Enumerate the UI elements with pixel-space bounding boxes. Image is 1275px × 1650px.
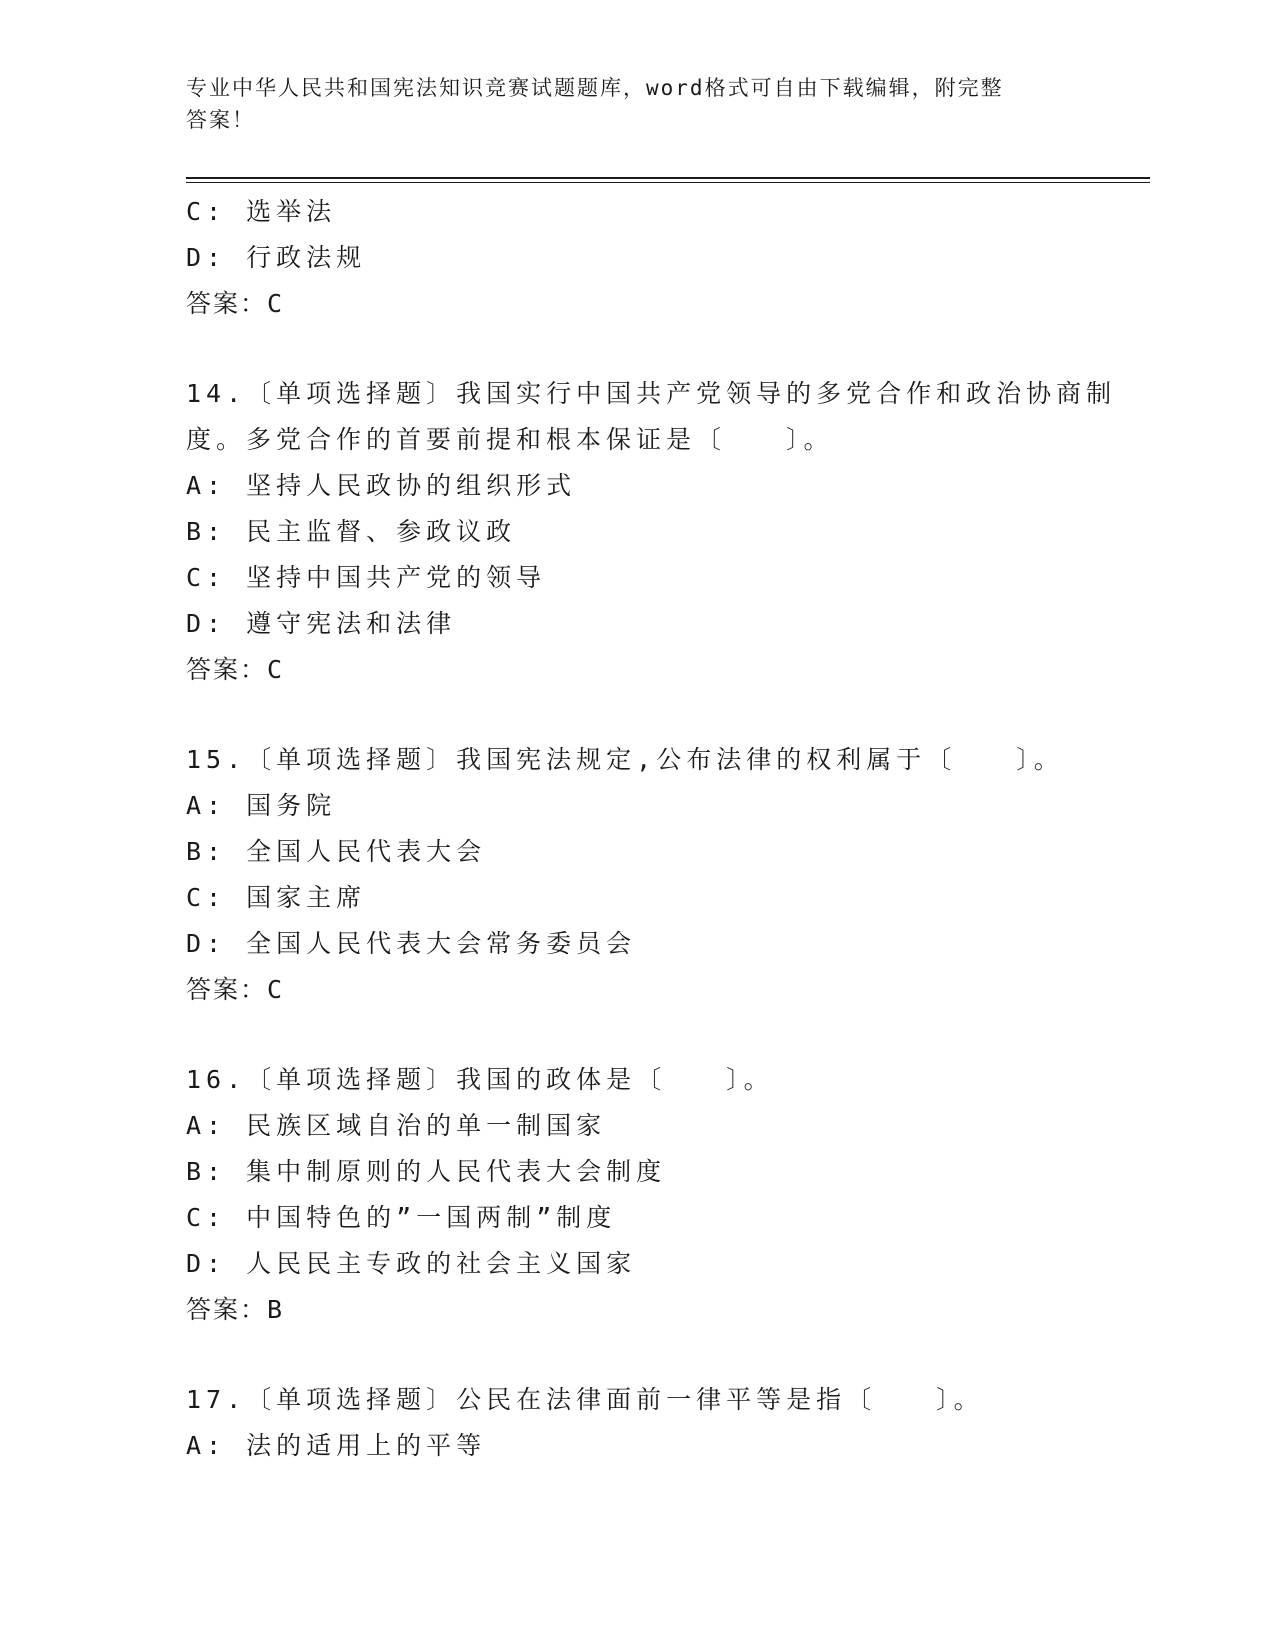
answer-line <box>186 1287 1126 1333</box>
question-stem-line: 16.〔单项选择题〕我国的政体是〔 〕。 <box>186 1065 774 1094</box>
answer-line <box>186 967 1126 1013</box>
question-gap <box>186 693 1126 737</box>
option-b: B: 全国人民代表大会 <box>186 837 487 866</box>
answer-label: 答案： <box>186 975 268 1004</box>
header-divider-thin <box>186 182 1150 183</box>
answer-label: 答案： <box>186 1295 268 1324</box>
question-13-continuation <box>186 189 1126 327</box>
option-b: B: 集中制原则的人民代表大会制度 <box>186 1157 667 1186</box>
option-c: C: 国家主席 <box>186 883 367 912</box>
option-d: D: 行政法规 <box>186 243 367 272</box>
option-d: D: 人民民主专政的社会主义国家 <box>186 1249 637 1278</box>
question-17 <box>186 1377 1126 1469</box>
option-d: D: 遵守宪法和法律 <box>186 609 457 638</box>
answer-line <box>186 647 1126 693</box>
option-c: C: 中国特色的”一国两制”制度 <box>186 1203 617 1232</box>
question-14 <box>186 371 1126 693</box>
question-gap <box>186 327 1126 371</box>
option-a: A: 法的适用上的平等 <box>186 1431 487 1460</box>
question-15 <box>186 737 1126 1013</box>
option-a: A: 坚持人民政协的组织形式 <box>186 471 577 500</box>
option-a: A: 国务院 <box>186 791 337 820</box>
question-gap <box>186 1013 1126 1057</box>
question-stem-line: 度。多党合作的首要前提和根本保证是〔 〕。 <box>186 425 834 454</box>
header-divider-thick <box>186 177 1150 179</box>
option-c: C: 坚持中国共产党的领导 <box>186 563 547 592</box>
answer-value: C <box>267 289 284 318</box>
option-a: A: 民族区域自治的单一制国家 <box>186 1111 607 1140</box>
answer-value: C <box>267 975 284 1004</box>
question-gap <box>186 1333 1126 1377</box>
answer-value: B <box>267 1295 284 1324</box>
header-line-2: 答案！ <box>186 108 255 132</box>
question-stem-line: 15.〔单项选择题〕我国宪法规定,公布法律的权利属于〔 〕。 <box>186 745 1064 774</box>
answer-label: 答案： <box>186 655 268 684</box>
answer-value: C <box>267 655 284 684</box>
option-d: D: 全国人民代表大会常务委员会 <box>186 929 637 958</box>
header-line-1: 专业中华人民共和国宪法知识竞赛试题题库，word格式可自由下载编辑，附完整 <box>186 76 1004 100</box>
question-16 <box>186 1057 1126 1333</box>
document-body <box>186 189 1126 1469</box>
option-c: C: 选举法 <box>186 197 337 226</box>
option-b: B: 民主监督、参政议政 <box>186 517 517 546</box>
document-header <box>186 72 1066 136</box>
answer-label: 答案： <box>186 289 268 318</box>
question-stem-line: 14.〔单项选择题〕我国实行中国共产党领导的多党合作和政治协商制 <box>186 379 1117 408</box>
question-stem-line: 17.〔单项选择题〕公民在法律面前一律平等是指〔 〕。 <box>186 1385 984 1414</box>
answer-line <box>186 281 1126 327</box>
